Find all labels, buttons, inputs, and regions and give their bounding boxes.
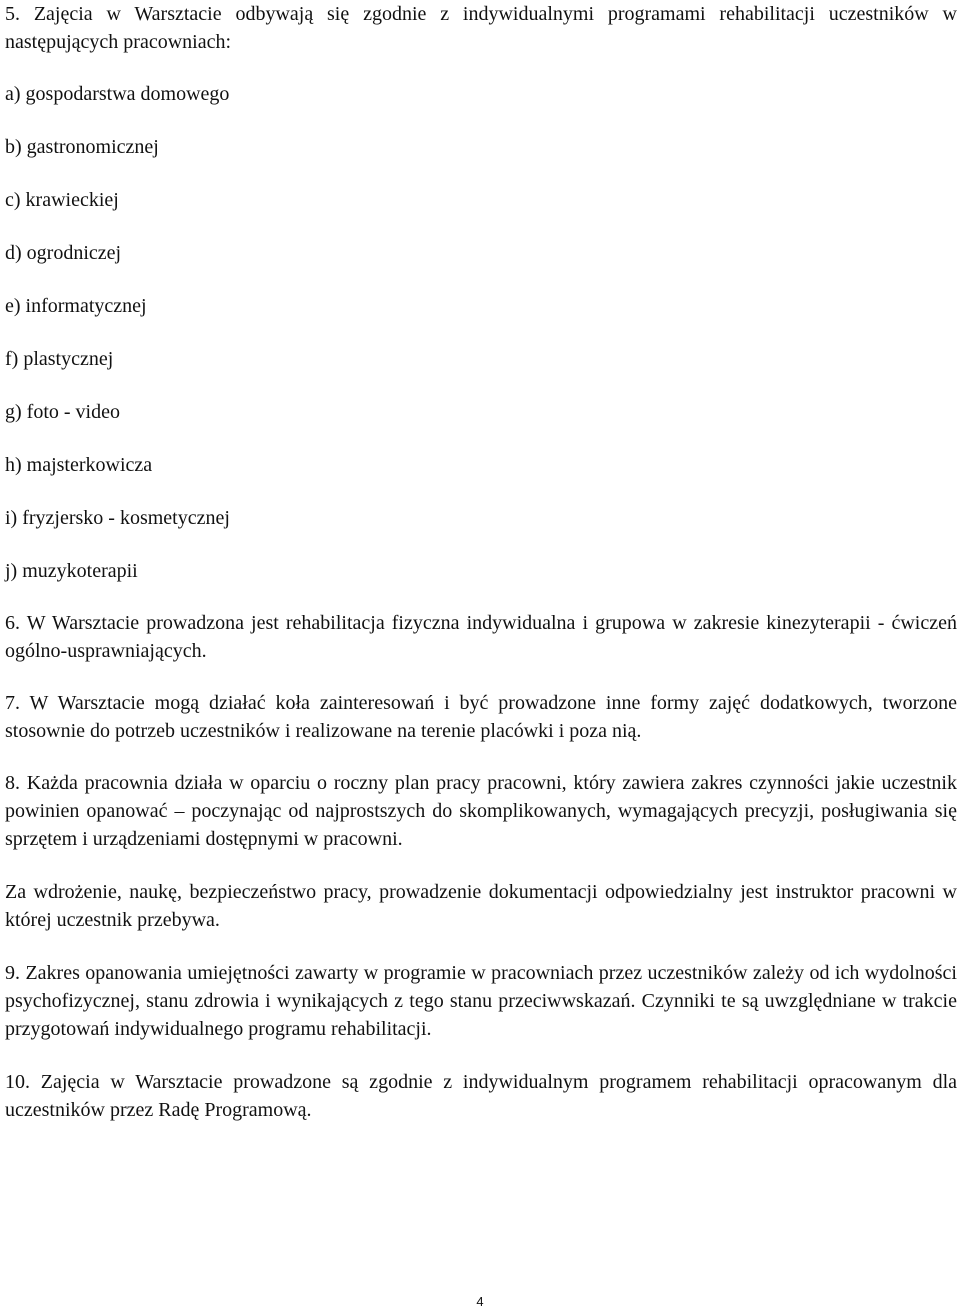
workshop-list [5, 80, 957, 585]
paragraph-6: 6. W Warsztacie prowadzona jest rehabilitacja fizyczna indywidualna i grupowa w zakresie kinezyterapii - ćwiczeń ogólno-usprawniających. [5, 612, 957, 662]
paragraph-8: 8. Każda pracownia działa w oparciu o roczny plan pracy pracowni, który zawiera zakres czynności jakie uczestnik powinien opanować – poczynając od najprostszych do skomplikowanych, wymagających precyzji, posługiwania się sprzętem i urządzeniami dostępnymi w pracowni. [5, 772, 957, 850]
list-item-g: g) foto - video [5, 401, 120, 423]
list-item-f: f) plastycznej [5, 348, 114, 370]
list-item-c: c) krawieckiej [5, 189, 119, 211]
list-item-e: e) informatycznej [5, 295, 147, 317]
list-item-a: a) gospodarstwa domowego [5, 83, 230, 105]
list-item-d: d) ogrodniczej [5, 242, 122, 264]
list-item-h: h) majsterkowicza [5, 454, 153, 476]
list-item-b: b) gastronomicznej [5, 136, 159, 158]
paragraph-10: 10. Zajęcia w Warsztacie prowadzone są zgodnie z indywidualnym programem rehabilitacji opracowanym dla uczestników przez Radę Programową. [5, 1071, 957, 1121]
paragraph-9: 9. Zakres opanowania umiejętności zawarty w programie w pracowniach przez uczestników zależy od ich wydolności psychofizycznej, stanu zdrowia i wynikających z tego stanu przeciwwskazań. Czynniki te są uwzględniane w trakcie przygotowań indywidualnego programu rehabilitacji. [5, 962, 957, 1040]
paragraph-7: 7. W Warsztacie mogą działać koła zainteresowań i być prowadzone inne formy zajęć dodatkowych, tworzone stosownie do potrzeb uczestników i realizowane na terenie placówki i poza nią. [5, 692, 957, 742]
paragraph-8-responsibility: Za wdrożenie, naukę, bezpieczeństwo pracy, prowadzenie dokumentacji odpowiedzialny jest instruktor pracowni w której uczestnik przebywa. [5, 881, 957, 931]
paragraph-5: 5. Zajęcia w Warsztacie odbywają się zgodnie z indywidualnymi programami rehabilitacji uczestników w następujących pracowniach: [5, 3, 957, 53]
document-page [5, 0, 957, 1311]
page-number: 4 [476, 1294, 484, 1309]
list-item-j: j) muzykoterapii [5, 560, 138, 582]
list-item-i: i) fryzjersko - kosmetycznej [5, 507, 230, 529]
